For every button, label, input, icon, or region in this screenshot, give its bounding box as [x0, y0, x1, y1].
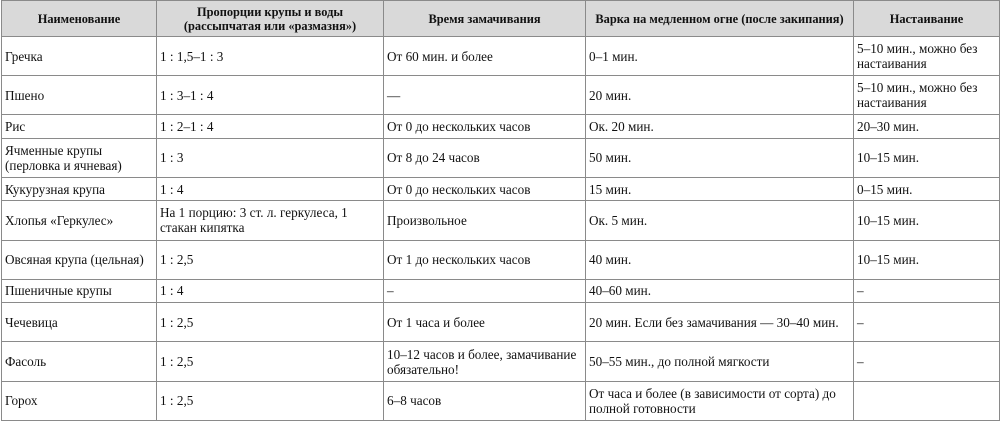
- table-body: [2, 37, 1000, 421]
- cell-soaking: Произвольное: [384, 201, 586, 240]
- cell-proportions: 1 : 2,5: [157, 240, 384, 279]
- cell-name: Хлопья «Геркулес»: [2, 201, 157, 240]
- cell-infusion: 10–15 мин.: [854, 240, 1000, 279]
- cell-name: Ячменные крупы (перловка и ячневая): [2, 138, 157, 177]
- cell-soaking: От 1 до нескольких часов: [384, 240, 586, 279]
- cell-infusion: [854, 381, 1000, 420]
- table-row: [2, 342, 1000, 381]
- table-header: [2, 1, 1000, 37]
- cell-soaking: 10–12 часов и более, замачивание обязательно!: [384, 342, 586, 381]
- cell-proportions: 1 : 2–1 : 4: [157, 115, 384, 138]
- table-row: [2, 201, 1000, 240]
- cell-cooking: 15 мин.: [586, 178, 854, 201]
- cell-cooking: 50–55 мин., до полной мягкости: [586, 342, 854, 381]
- cell-cooking: От часа и более (в зависимости от сорта) до полной готовности: [586, 381, 854, 420]
- cell-cooking: Ок. 5 мин.: [586, 201, 854, 240]
- table-row: [2, 303, 1000, 342]
- table-row: [2, 240, 1000, 279]
- cell-infusion: 5–10 мин., можно без настаивания: [854, 76, 1000, 115]
- cell-infusion: 10–15 мин.: [854, 201, 1000, 240]
- header-proportions: Пропорции крупы и воды (рассыпчатая или «размазня»): [157, 1, 384, 37]
- cell-name: Овсяная крупа (цельная): [2, 240, 157, 279]
- table-row: [2, 138, 1000, 177]
- table-row: [2, 115, 1000, 138]
- cell-proportions: На 1 порцию: 3 ст. л. геркулеса, 1 стакан кипятка: [157, 201, 384, 240]
- cell-proportions: 1 : 2,5: [157, 303, 384, 342]
- header-soaking-time: Время замачивания: [384, 1, 586, 37]
- cell-infusion: 20–30 мин.: [854, 115, 1000, 138]
- header-infusion: Настаивание: [854, 1, 1000, 37]
- cell-soaking: От 0 до нескольких часов: [384, 115, 586, 138]
- cell-soaking: От 60 мин. и более: [384, 37, 586, 76]
- cell-soaking: 6–8 часов: [384, 381, 586, 420]
- header-cooking-time: Варка на медленном огне (после закипания): [586, 1, 854, 37]
- cell-soaking: –: [384, 279, 586, 302]
- table-row: [2, 76, 1000, 115]
- cell-proportions: 1 : 3–1 : 4: [157, 76, 384, 115]
- cell-proportions: 1 : 3: [157, 138, 384, 177]
- cell-infusion: 5–10 мин., можно без настаивания: [854, 37, 1000, 76]
- cell-proportions: 1 : 2,5: [157, 342, 384, 381]
- cell-cooking: 40–60 мин.: [586, 279, 854, 302]
- cell-cooking: 20 мин.: [586, 76, 854, 115]
- cell-infusion: –: [854, 303, 1000, 342]
- cell-infusion: 10–15 мин.: [854, 138, 1000, 177]
- cell-name: Фасоль: [2, 342, 157, 381]
- header-name: Наименование: [2, 1, 157, 37]
- cell-name: Пшеничные крупы: [2, 279, 157, 302]
- cell-cooking: Ок. 20 мин.: [586, 115, 854, 138]
- cell-name: Гречка: [2, 37, 157, 76]
- cell-proportions: 1 : 1,5–1 : 3: [157, 37, 384, 76]
- cell-soaking: От 1 часа и более: [384, 303, 586, 342]
- cell-name: Кукурузная крупа: [2, 178, 157, 201]
- cell-cooking: 50 мин.: [586, 138, 854, 177]
- cell-infusion: –: [854, 279, 1000, 302]
- cell-name: Горох: [2, 381, 157, 420]
- cell-proportions: 1 : 4: [157, 178, 384, 201]
- table-row: [2, 178, 1000, 201]
- table-row: [2, 37, 1000, 76]
- table-row: [2, 381, 1000, 420]
- cell-proportions: 1 : 4: [157, 279, 384, 302]
- cell-cooking: 40 мин.: [586, 240, 854, 279]
- cell-proportions: 1 : 2,5: [157, 381, 384, 420]
- cell-name: Чечевица: [2, 303, 157, 342]
- cell-infusion: –: [854, 342, 1000, 381]
- header-row: [2, 1, 1000, 37]
- cell-name: Рис: [2, 115, 157, 138]
- cell-soaking: От 8 до 24 часов: [384, 138, 586, 177]
- cell-cooking: 20 мин. Если без замачивания — 30–40 мин.: [586, 303, 854, 342]
- cell-soaking: —: [384, 76, 586, 115]
- cell-infusion: 0–15 мин.: [854, 178, 1000, 201]
- cell-cooking: 0–1 мин.: [586, 37, 854, 76]
- cereal-cooking-table: [1, 0, 1000, 421]
- cell-soaking: От 0 до нескольких часов: [384, 178, 586, 201]
- cell-name: Пшено: [2, 76, 157, 115]
- table-row: [2, 279, 1000, 302]
